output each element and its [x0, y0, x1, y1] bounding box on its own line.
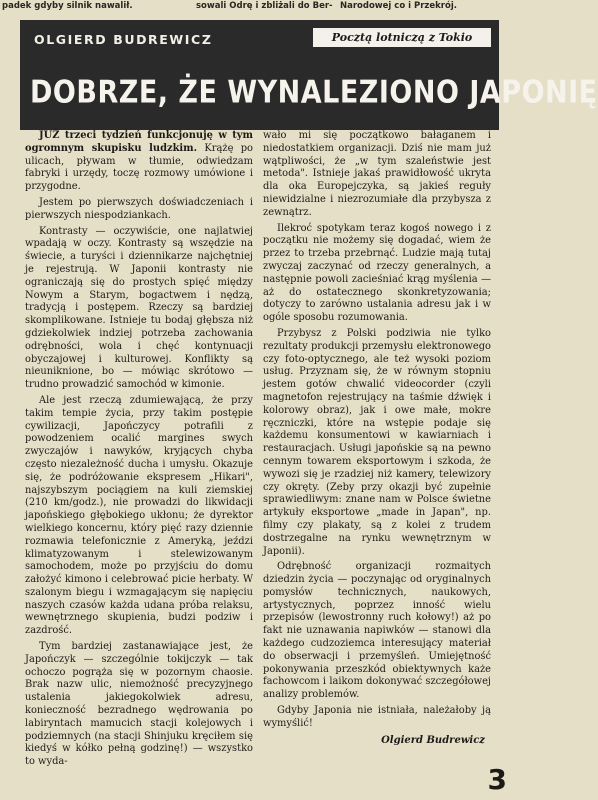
- page-number: 3: [487, 763, 507, 796]
- paragraph: Tym bardziej zastanawiające jest, że Japończyk — szczególnie tokijczyk — tak ochoczo pogrąża się w pozornym chaosie. Brak nazw ulic, niemożność precyzyjnego ustalenia jakiegokolwiek adresu, konieczność bezradnego wędrowania po labiryntach mamucich stacji kolejowych i podziemnych (na stacji Shinjuku kręciłem się kiedyś w kółko pełną godzinę!) — wszystko to wyda-: [25, 641, 253, 768]
- strip-text-left: padek gdyby silnik nawalił.: [2, 1, 133, 11]
- article-headline: DOBRZE, ŻE WYNALEZIONO JAPONIĘ: [30, 75, 598, 111]
- paragraph: Ilekroć spotykam teraz kogoś nowego i z początku nie możemy się dogadać, wiem że przez to trzeba przebrnąć. Ludzie mają tutaj zwyczaj zaczynać od rzeczy generalnych, a następnie powoli zacieśniać krąg myślenia — aż do ostatecznego skonkretyzowania; dotyczy to zarówno ustalania adresu jak i w ogóle sposobu rozumowania.: [263, 222, 491, 324]
- author-signature: Olgierd Budrewicz: [381, 734, 485, 746]
- article-column-left: [25, 130, 254, 768]
- paragraph: Kontrasty — oczywiście, one najlatwiej wpadają w oczy. Kontrasty są wszędzie na świecie, a turyści i dziennikarze najchętniej je rejestrują. W Japonii kontrasty nie ograniczają się do prostych spięć między Nowym a Starym, bogactwem i nędzą, tradycją i postępem. Rzeczy są bardziej skomplikowane. Istnieje tu bodaj głębsza niż gdziekolwiek indziej potrzeba zachowania odrębności, wola i chęć kontynuacji obyczajowej i kulturowej. Konflikty są nieuniknione, bo — mówiąc skrótowo — trudno prowadzić samochód w kimonie.: [25, 225, 253, 391]
- paragraph: Gdyby Japonia nie istniała, należałoby ją wymyślić!: [263, 705, 491, 729]
- paragraph: [25, 130, 253, 194]
- author-name: OLGIERD BUDREWICZ: [34, 32, 213, 47]
- section-tag: Pocztą lotniczą z Tokio: [313, 28, 491, 47]
- paragraph: Odrębność organizacji rozmaitych dziedzin życia — poczynając od oryginalnych pomysłów technicznych, naukowych, artystycznych, poprzez inność wielu przepisów (lewostronny ruch kołowy!) aż po fakt nie uznawania napiwków — stanowi dla każdego cudzoziemca interesujący materiał do obserwacji i przemyśleń. Umiejętność pokonywania przeszkód obiektywnych każe fachowcom i laikom dokonywać szczegółowej analizy problemów.: [263, 561, 491, 701]
- article-column-right: [263, 130, 491, 750]
- paragraph-text: Krążę po ulicach, pływam w tłumie, odwiedzam fabryki i urzędy, toczę rozmowy umówione i przygodne.: [25, 142, 254, 193]
- lead-text: JUŻ trzeci tydzień funkcjonuję w tym ogromnym skupisku ludzkim.: [25, 130, 253, 154]
- headline-banner: [20, 20, 598, 130]
- strip-text-middle: sowali Odrę i zbliżali do Ber-: [196, 1, 333, 11]
- paragraph: wało mi się początkowo bałaganem i niedostatkiem organizacji. Dziś nie mam już wątpliwości, że „w tym szaleństwie jest metoda". Istnieje jakaś prawidłowość ukryta dla oka Europejczyka, są jakieś reguły niewidzialne i niezrozumiałe dla przybysza z zewnątrz.: [263, 130, 491, 218]
- previous-page-strip: [0, 0, 513, 14]
- strip-text-right: Narodowej co i Przekrój.: [340, 1, 457, 11]
- paragraph: Jestem po pierwszych doświadczeniach i pierwszych niespodziankach.: [25, 196, 253, 221]
- paragraph: Ale jest rzeczą zdumiewającą, że przy takim tempie życia, przy takim postępie cywilizacji, Japończycy potrafili z powodzeniem ocalić margines swych zwyczajów i nawyków, kryjących chyba często niezależność ducha i umysłu. Okazuje się, że podróżowanie ekspresem „Hikari", najszybszym pociągiem na kuli ziemskiej (210 km/godz.), nie prowadzi do likwidacji japońskiego głębokiego ukłonu; że dyrektor wielkiego koncernu, który pięć razy dziennie rozmawia telefonicznie z Ameryką, jeździ klimatyzowanym i stelewizowanym samochodem, może po przyjściu do domu założyć kimono i celebrować picie herbaty. W szalonym biegu i wzmagającym się napięciu naszych czasów każda udana próba relaksu, wewnętrznego skupienia, budzi podziw i zazdrość.: [25, 394, 253, 637]
- paragraph: Przybysz z Polski podziwia nie tylko rezultaty produkcji przemysłu elektronowego czy foto-optycznego, ale też wysoki poziom usług. Przyznam się, że w równym stopniu jestem gotów chwalić videocorder (czyli magnetofon rejestrujący na taśmie dźwięk i kolorowy obraz), jak i owe małe, mokre ręczniczki, które na wstępie podaje się każdemu konsumentowi w kawiarniach i restauracjach. Usługi japońskie są na pewno cennym towarem eksportowym i szkoda, że wywozi się je rzadziej niż kamery, telewizory czy okręty. (Zeby przy okazji być zupełnie sprawiedliwym: znane nam w Polsce świetne artykuły eksportowe „made in Japan", np. filmy czy plakaty, są z kolei z trudem dostrzegalne na rynku wewnętrznym w Japonii).: [263, 327, 491, 557]
